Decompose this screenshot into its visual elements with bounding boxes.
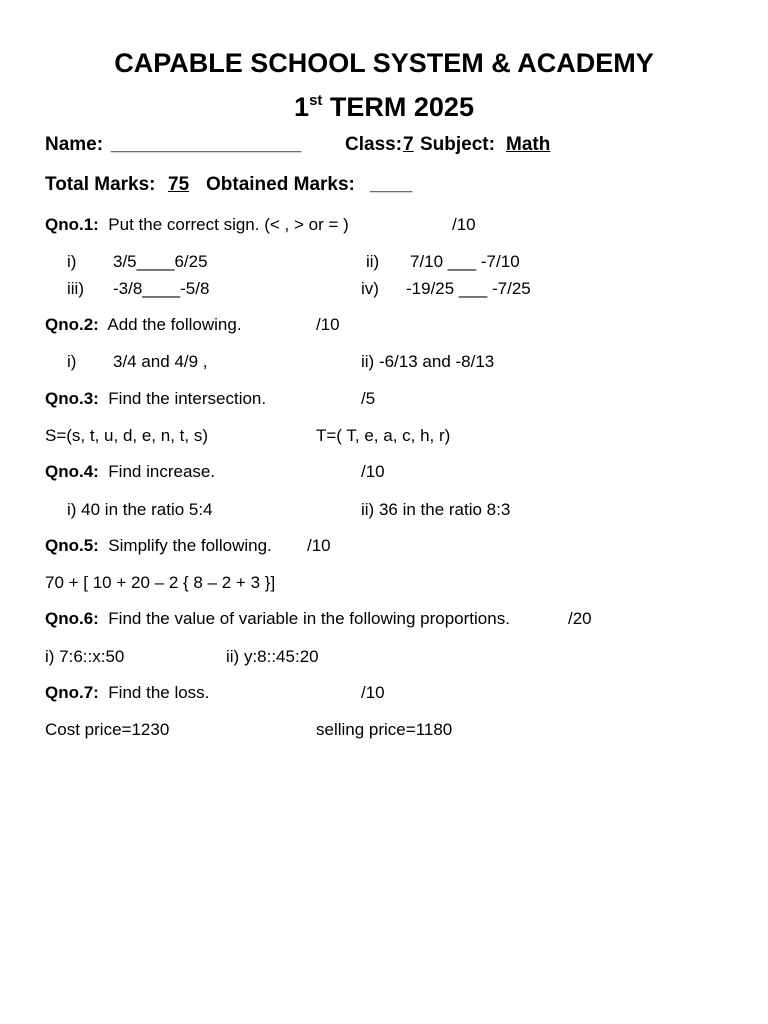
total-marks-label: Total Marks: bbox=[45, 174, 156, 195]
question-1 bbox=[45, 215, 349, 235]
set-t: T=( T, e, a, c, h, r) bbox=[316, 426, 451, 445]
class-label: Class: bbox=[345, 134, 403, 155]
term-superscript: st bbox=[309, 92, 323, 109]
item-text: 3/5____6/25 bbox=[113, 252, 208, 271]
question-label: Qno.1: bbox=[45, 215, 99, 234]
question-3-marks: /5 bbox=[361, 389, 376, 408]
total-marks-value: 75 bbox=[168, 174, 190, 195]
question-text: Find the value of variable in the following proportions. bbox=[108, 609, 510, 628]
question-2-marks: /10 bbox=[316, 315, 340, 334]
school-title: CAPABLE SCHOOL SYSTEM & ACADEMY bbox=[114, 48, 654, 78]
question-label: Qno.4: bbox=[45, 462, 99, 481]
question-4 bbox=[45, 462, 215, 482]
question-label: Qno.5: bbox=[45, 536, 99, 555]
name-label: Name: bbox=[45, 134, 104, 155]
question-label: Qno.7: bbox=[45, 683, 99, 702]
term-title bbox=[0, 92, 768, 123]
item-text: 3/4 and 4/9 , bbox=[113, 352, 208, 371]
item-text: -19/25 ___ -7/25 bbox=[406, 279, 531, 298]
set-s: S=(s, t, u, d, e, n, t, s) bbox=[45, 426, 208, 445]
item-text: 7/10 ___ -7/10 bbox=[410, 252, 520, 271]
question-2 bbox=[45, 315, 242, 335]
question-text: Simplify the following. bbox=[108, 536, 272, 555]
subject-value: Math bbox=[506, 134, 551, 155]
question-5-marks: /10 bbox=[307, 536, 331, 555]
item-number: iii) bbox=[67, 279, 84, 298]
question-text: Find the intersection. bbox=[108, 389, 267, 408]
item-text: -3/8____-5/8 bbox=[113, 279, 210, 298]
item-text: ii) -6/13 and -8/13 bbox=[361, 352, 495, 371]
selling-price: selling price=1180 bbox=[316, 720, 453, 739]
item-text: ii) y:8::45:20 bbox=[226, 647, 319, 666]
item-number: ii) bbox=[366, 252, 380, 271]
question-7 bbox=[45, 683, 209, 703]
item-text: i) 7:6::x:50 bbox=[45, 647, 125, 666]
item-number: i) bbox=[67, 352, 77, 371]
question-1-marks: /10 bbox=[452, 215, 476, 234]
question-7-marks: /10 bbox=[361, 683, 385, 702]
question-text: Find the loss. bbox=[108, 683, 210, 702]
question-5 bbox=[45, 536, 272, 556]
item-text: i) 40 in the ratio 5:4 bbox=[67, 500, 213, 519]
question-label: Qno.6: bbox=[45, 609, 99, 628]
item-number: i) bbox=[67, 252, 77, 271]
item-text: ii) 36 in the ratio 8:3 bbox=[361, 500, 511, 519]
question-text: Find increase. bbox=[108, 462, 216, 481]
name-blank: __________________ bbox=[111, 134, 302, 155]
obtained-marks-blank: ____ bbox=[370, 174, 413, 195]
question-label: Qno.3: bbox=[45, 389, 99, 408]
subject-label: Subject: bbox=[420, 134, 495, 155]
question-6 bbox=[45, 609, 510, 629]
obtained-marks-label: Obtained Marks: bbox=[206, 174, 355, 195]
term-number: 1 bbox=[294, 92, 310, 122]
question-4-marks: /10 bbox=[361, 462, 385, 481]
question-label: Qno.2: bbox=[45, 315, 99, 334]
question-3 bbox=[45, 389, 266, 409]
question-text: Put the correct sign. (< , > or = ) bbox=[108, 215, 349, 234]
question-6-marks: /20 bbox=[568, 609, 592, 628]
class-value: 7 bbox=[403, 134, 414, 155]
question-text: Add the following. bbox=[107, 315, 242, 334]
term-rest: TERM 2025 bbox=[322, 92, 474, 122]
cost-price: Cost price=1230 bbox=[45, 720, 170, 739]
expression: 70 + [ 10 + 20 – 2 { 8 – 2 + 3 }] bbox=[45, 573, 276, 592]
item-number: iv) bbox=[361, 279, 379, 298]
